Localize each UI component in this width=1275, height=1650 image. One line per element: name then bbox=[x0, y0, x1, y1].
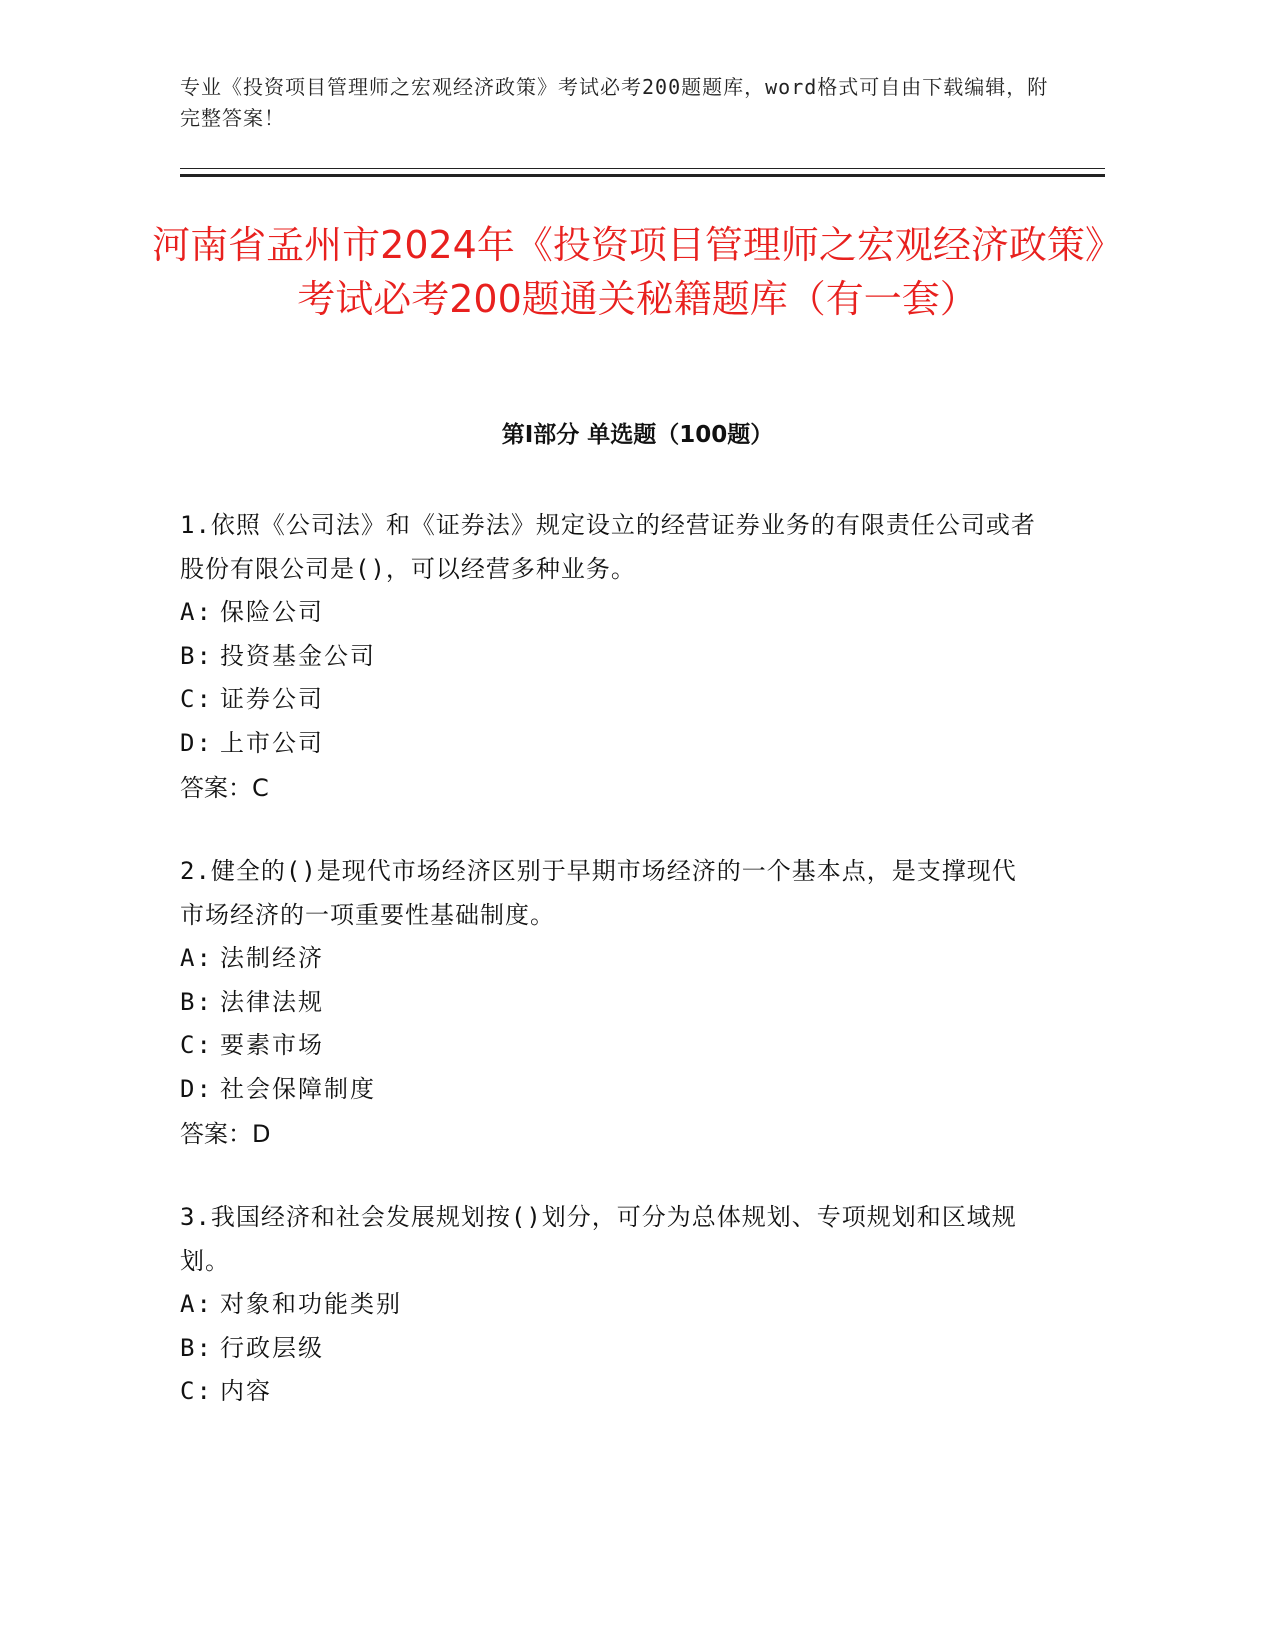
option-a bbox=[180, 591, 1040, 635]
option-letter: C: bbox=[180, 1031, 213, 1059]
option-text: 对象和功能类别 bbox=[220, 1290, 402, 1318]
option-text: 法制经济 bbox=[220, 944, 324, 972]
header-note: 专业《投资项目管理师之宏观经济政策》考试必考200题题库，word格式可自由下载编辑，附完整答案！ bbox=[180, 75, 1049, 130]
option-letter: C: bbox=[180, 1377, 213, 1405]
option-b bbox=[180, 635, 1040, 679]
option-text: 保险公司 bbox=[220, 598, 324, 626]
section-title: 第Ⅰ部分 单选题（100题） bbox=[501, 422, 774, 448]
option-a bbox=[180, 937, 1040, 981]
option-letter: A: bbox=[180, 944, 213, 972]
question-2 bbox=[180, 849, 1040, 1157]
header-divider-thin bbox=[180, 168, 1105, 169]
option-a bbox=[180, 1283, 1040, 1327]
option-b bbox=[180, 981, 1040, 1025]
option-letter: D: bbox=[180, 1074, 213, 1103]
option-c bbox=[180, 1024, 1040, 1068]
question-list bbox=[180, 503, 1040, 1452]
option-b bbox=[180, 1327, 1040, 1371]
option-text: 行政层级 bbox=[220, 1333, 324, 1362]
option-d bbox=[180, 1068, 1040, 1112]
option-c bbox=[180, 1370, 1040, 1414]
question-stem: 1.依照《公司法》和《证券法》规定设立的经营证券业务的有限责任公司或者股份有限公司是()，可以经营多种业务。 bbox=[180, 511, 1036, 583]
question-stem: 2.健全的()是现代市场经济区别于早期市场经济的一个基本点，是支撑现代市场经济的一项重要性基础制度。 bbox=[180, 857, 1017, 929]
option-text: 上市公司 bbox=[220, 728, 324, 757]
option-text: 证券公司 bbox=[220, 685, 324, 713]
option-letter: A: bbox=[180, 598, 213, 626]
option-letter: B: bbox=[180, 987, 213, 1016]
option-letter: B: bbox=[180, 1333, 213, 1362]
option-text: 投资基金公司 bbox=[220, 641, 376, 670]
document-title: 河南省孟州市2024年《投资项目管理师之宏观经济政策》考试必考200题通关秘籍题库（有一套） bbox=[152, 223, 1123, 321]
answer-line: 答案：D bbox=[180, 1120, 271, 1148]
option-letter: A: bbox=[180, 1290, 213, 1318]
question-stem: 3.我国经济和社会发展规划按()划分，可分为总体规划、专项规划和区域规划。 bbox=[180, 1203, 1017, 1275]
question-1 bbox=[180, 503, 1040, 811]
question-3 bbox=[180, 1195, 1040, 1414]
option-text: 社会保障制度 bbox=[220, 1074, 376, 1103]
option-d bbox=[180, 722, 1040, 766]
option-c bbox=[180, 678, 1040, 722]
option-letter: C: bbox=[180, 685, 213, 713]
option-letter: D: bbox=[180, 728, 213, 757]
option-text: 要素市场 bbox=[220, 1031, 324, 1059]
option-letter: B: bbox=[180, 641, 213, 670]
option-text: 内容 bbox=[220, 1377, 272, 1405]
answer-line: 答案：C bbox=[180, 774, 269, 802]
header-divider-thick bbox=[180, 174, 1105, 177]
option-text: 法律法规 bbox=[220, 987, 324, 1016]
